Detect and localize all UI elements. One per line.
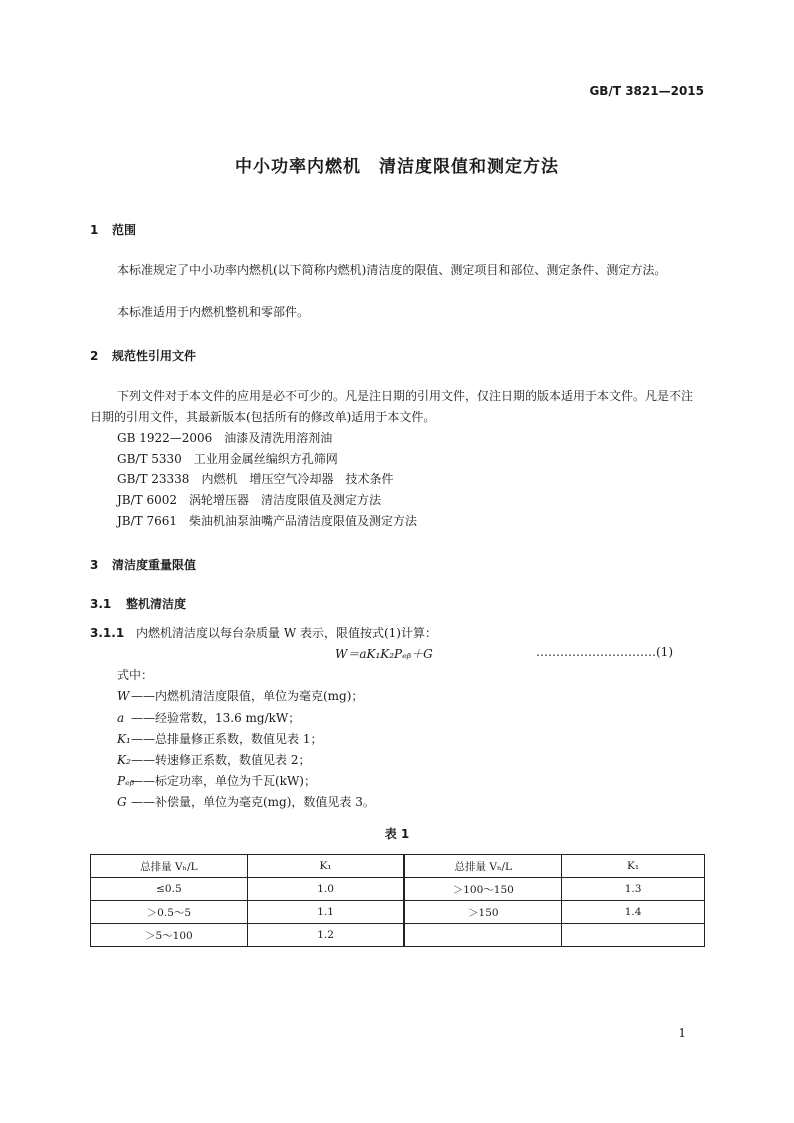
table-cell: ＞100～150 <box>404 878 561 901</box>
table-row <box>91 878 705 901</box>
section-number: 2 <box>90 349 99 363</box>
reference-item: GB/T 5330 工业用金属丝编织方孔筛网 <box>117 452 338 466</box>
symbol-definition <box>117 730 322 747</box>
table-cell <box>404 924 561 947</box>
table-cell: ＞5～100 <box>91 924 248 947</box>
section-number: 1 <box>90 223 99 237</box>
symbol: Pₑᵦ <box>117 774 135 788</box>
table-1-caption: 表 1 <box>384 827 410 841</box>
standard-code: GB/T 3821—2015 <box>589 84 704 98</box>
symbol-description: ——转速修正系数，数值见表 2； <box>131 753 311 767</box>
page-number: 1 <box>678 1026 686 1040</box>
symbol-description: ——标定功率，单位为千瓦(kW)； <box>131 774 316 788</box>
symbol-definition <box>117 687 363 704</box>
section-number: 3.1 <box>90 597 112 611</box>
table-header-row <box>91 855 705 878</box>
symbol-description: ——总排量修正系数，数值见表 1； <box>131 732 323 746</box>
symbol: K₁ <box>117 732 131 746</box>
formula-1: W＝aK₁K₂Pₑᵦ＋G <box>335 647 433 661</box>
table-cell: 1.0 <box>247 878 404 901</box>
symbol: a <box>117 711 125 725</box>
section-title: 整机清洁度 <box>126 597 187 611</box>
table-cell: 1.4 <box>562 901 705 924</box>
symbol: W <box>117 689 130 703</box>
table-cell: ＞0.5～5 <box>91 901 248 924</box>
section-1-paragraph-1: 本标准规定了中小功率内燃机(以下简称内燃机)清洁度的限值、测定项目和部位、测定条件、测定方法。 <box>117 263 667 277</box>
table-cell <box>562 924 705 947</box>
formula-number: …………………………(1) <box>536 645 673 659</box>
table-header-cell: K₁ <box>247 855 404 878</box>
section-number: 3 <box>90 558 99 572</box>
reference-item: GB/T 23338 内燃机 增压空气冷却器 技术条件 <box>117 472 394 486</box>
where-label: 式中： <box>117 668 154 682</box>
table-cell: 1.3 <box>562 878 705 901</box>
symbol: G <box>117 795 127 809</box>
section-1-paragraph-2: 本标准适用于内燃机整机和零部件。 <box>117 305 310 319</box>
section-3-1-heading <box>90 595 186 612</box>
table-cell: 1.2 <box>247 924 404 947</box>
symbol: K₂ <box>117 753 131 767</box>
table-row <box>91 924 705 947</box>
table-row <box>91 901 705 924</box>
section-1-heading <box>90 221 136 238</box>
reference-item: GB 1922—2006 油漆及清洗用溶剂油 <box>117 431 333 445</box>
table-cell: ≤0.5 <box>91 878 248 901</box>
clause-text: 内燃机清洁度以每台杂质量 W 表示，限值按式(1)计算： <box>136 626 437 640</box>
section-title: 范围 <box>112 223 137 237</box>
table-1 <box>90 854 705 947</box>
table-cell: 1.1 <box>247 901 404 924</box>
symbol-definition <box>117 709 300 726</box>
symbol-description: ——补偿量，单位为毫克(mg)，数值见表 3。 <box>131 795 375 809</box>
table-header-cell: 总排量 Vₕ/L <box>91 855 248 878</box>
reference-item: JB/T 6002 涡轮增压器 清洁度限值及测定方法 <box>117 493 382 507</box>
symbol-description: ——内燃机清洁度限值，单位为毫克(mg)； <box>131 689 364 703</box>
table-header-cell: 总排量 Vₕ/L <box>404 855 561 878</box>
symbol-description: ——经验常数，13.6 mg/kW； <box>131 711 301 725</box>
table-header-cell: K₁ <box>562 855 705 878</box>
section-2-heading <box>90 347 196 364</box>
clause-3-1-1 <box>90 623 437 643</box>
section-3-heading <box>90 556 196 573</box>
clause-number: 3.1.1 <box>90 626 125 640</box>
section-2-paragraph-1: 下列文件对于本文件的应用是必不可少的。凡是注日期的引用文件，仅注日期的版本适用于本文件。凡是不注日期的引用文件，其最新版本(包括所有的修改单)适用于本文件。 <box>90 389 694 424</box>
section-title: 清洁度重量限值 <box>112 558 197 572</box>
document-title: 中小功率内燃机 清洁度限值和测定方法 <box>235 157 559 177</box>
reference-item: JB/T 7661 柴油机油泵油嘴产品清洁度限值及测定方法 <box>117 514 418 528</box>
table-cell: ＞150 <box>404 901 561 924</box>
symbol-definition <box>117 751 310 768</box>
symbol-definition <box>117 793 375 810</box>
symbol-definition <box>117 772 316 789</box>
section-title: 规范性引用文件 <box>112 349 197 363</box>
